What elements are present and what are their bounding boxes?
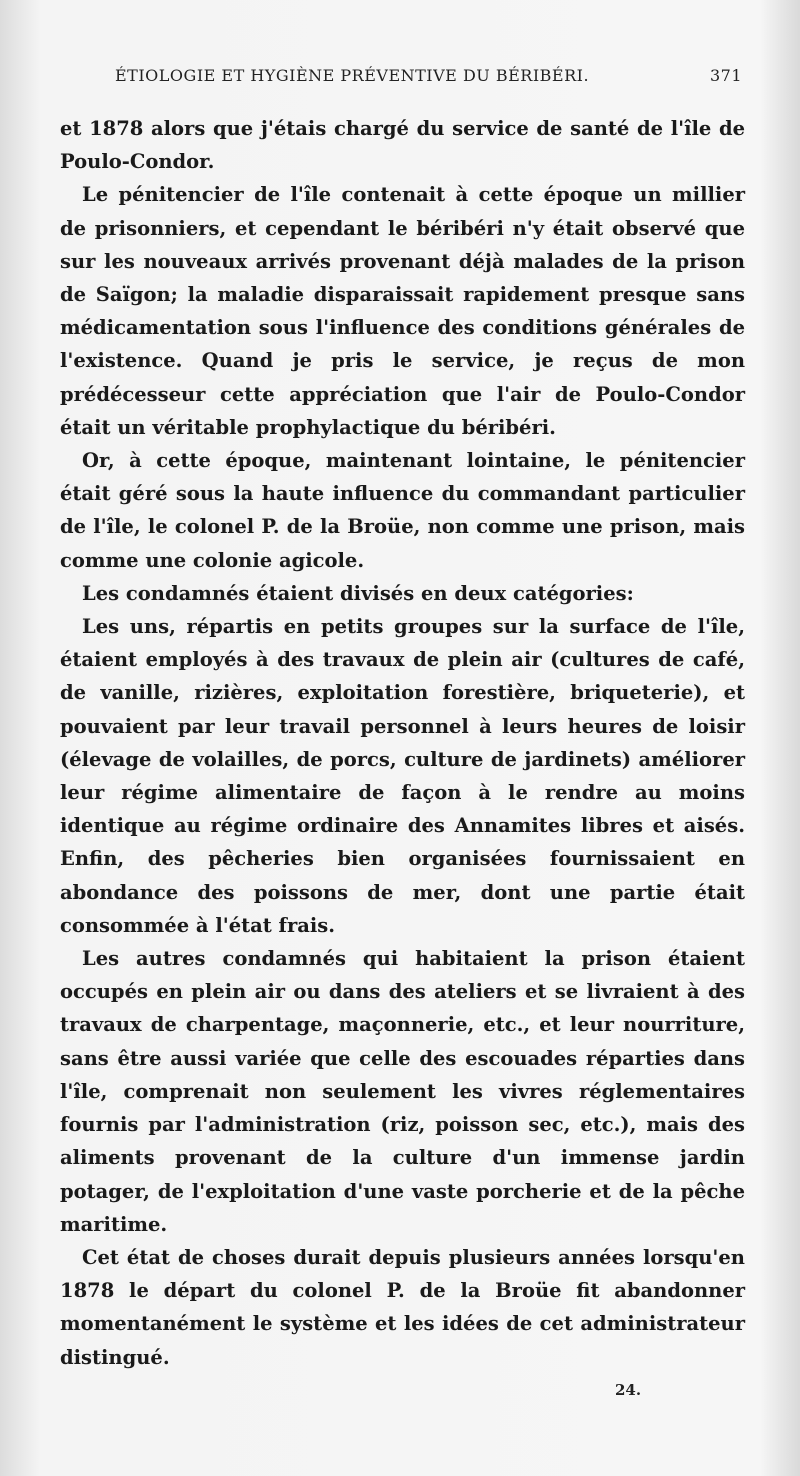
paragraph: Cet état de choses durait depuis plusieurs années lorsqu'en 1878 le départ du colonel P. de la Broüe fit abandonner momentanément le système et les idées de cet administrateur distingué. [60, 1245, 745, 1369]
paragraph: Les condamnés étaient divisés en deux catégories: [82, 581, 634, 605]
paragraph: Les autres condamnés qui habitaient la prison étaient occupés en plein air ou dans des ateliers et se livraient à des travaux de charpentage, maçonnerie, etc., et leur nourriture, sans être aussi variée que celle des escouades réparties dans l'île, comprenait non seulement les vivres réglementaires fournis par l'administration (riz, poisson sec, etc.), mais des aliments provenant de la culture d'un immense jardin potager, de l'exploitation d'une vaste porcherie et de la pêche maritime. [60, 947, 745, 1236]
paragraph: Le pénitencier de l'île contenait à cette époque un millier de prisonniers, et cependant le béribéri n'y était observé que sur les nouveaux arrivés provenant déjà malades de la prison de Saïgon; la maladie disparaissait rapidement presque sans médicamentation sous l'influence des conditions générales de l'existence. Quand je pris le service, je reçus de mon prédécesseur cette appréciation que l'air de Poulo-Condor était un véritable prophylactique du béribéri. [60, 183, 745, 439]
body-text [60, 112, 745, 1374]
paragraph: Or, à cette époque, maintenant lointaine, le pénitencier était géré sous la haute influence du commandant particulier de l'île, le colonel P. de la Broüe, non comme une prison, mais comme une colonie agicole. [60, 449, 745, 572]
paragraph: Les uns, répartis en petits groupes sur la surface de l'île, étaient employés à des travaux de plein air (cultures de café, de vanille, rizières, exploitation forestière, briqueterie), et pouvaient par leur travail personnel à leurs heures de loisir (élevage de volailles, de porcs, culture de jardinets) améliorer leur régime alimentaire de façon à le rendre au moins identique au régime ordinaire des Annamites libres et aisés. Enfin, des pêcheries bien organisées fournissaient en abondance des poissons de mer, dont une partie était consommée à l'état frais. [60, 615, 745, 937]
paragraph-continuation: et 1878 alors que j'étais chargé du service de santé de l'île de Poulo-Condor. [60, 117, 745, 174]
page-header [115, 66, 740, 85]
signature-mark: 24. [615, 1381, 642, 1399]
running-title: ÉTIOLOGIE ET HYGIÈNE PRÉVENTIVE DU BÉRIBÉRI. [115, 66, 590, 85]
page-number: 371 [709, 66, 742, 85]
